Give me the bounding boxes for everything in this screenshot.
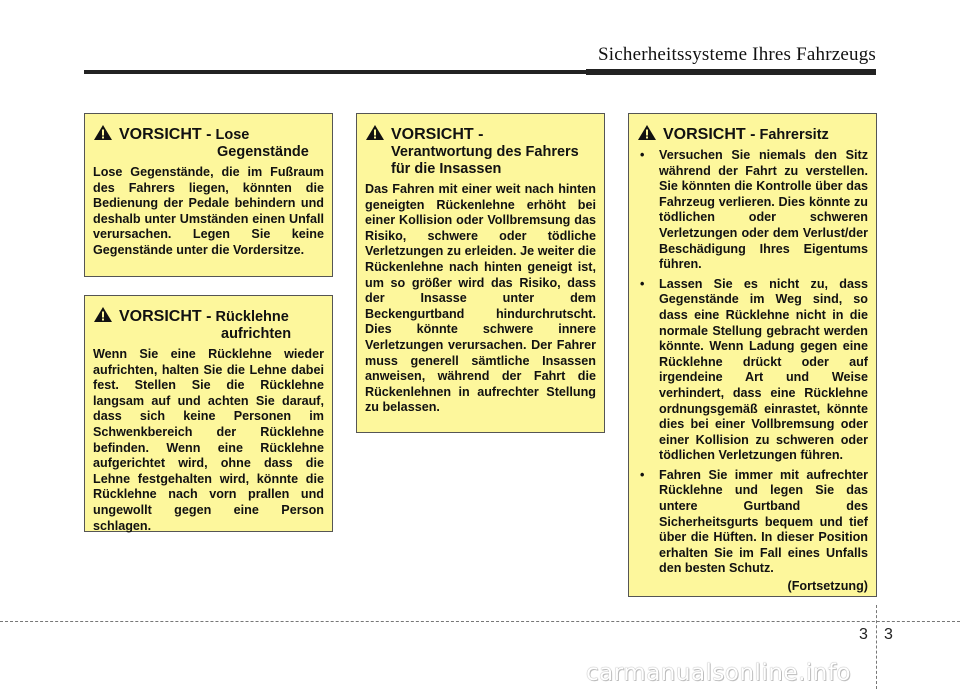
list-item-text: Fahren Sie immer mit aufrechter Rücklehne und legen Sie das untere Gurtband des Sicherheitsgurts bequem und tief über die Hüften. In dieser Position erhalten Sie im Fall eines Unfalls den besten Schutz. (659, 467, 868, 576)
list-item-text: Versuchen Sie niemals den Sitz während der Fahrt zu verstellen. Sie könnten die Kontrolle über das Fahrzeug verlieren. Dies könnte zu tödlichen oder schweren Verletzungen oder dem Verlust/der Beschädigung Ihres Eigentums führen. (659, 148, 868, 272)
caution-heading (93, 306, 324, 343)
header-title: Sicherheitssysteme Ihres Fahrzeugs (597, 44, 876, 65)
continued-note: (Fortsetzung) (787, 579, 868, 594)
list-item-text: Lassen Sie es nicht zu, dass Gegenstände im Weg sind, so dass eine Rücklehne nicht in die normale Stellung gebracht werden könnte. Wenn Ladung gegen eine Rücklehne drückt oder auf irgendeine Art und Weise verhindert, dass eine Rücklehne ordnungsgemäß einrastet, könnte dies bei einer Vollbremsung oder einer Kollision zu schweren oder tödlichen Verletzungen führen. (659, 276, 868, 463)
caution-heading (93, 124, 324, 161)
caution-label: VORSICHT - (119, 126, 212, 143)
caution-topic: Rücklehne (215, 309, 289, 325)
caution-topic-line2: für die Insassen (391, 161, 502, 177)
page-number-chapter: 3 (859, 626, 868, 643)
footer-divider (876, 605, 877, 689)
list-item (637, 148, 868, 273)
bullet-icon: • (640, 276, 645, 291)
caution-heading (637, 124, 868, 144)
warning-triangle-icon (93, 124, 113, 141)
caution-topic: Lose (215, 127, 250, 143)
list-item (637, 277, 868, 464)
caution-label: VORSICHT - (663, 126, 756, 143)
warning-triangle-icon (637, 124, 657, 141)
caution-box-driver-seat (628, 113, 877, 597)
caution-box-loose-objects (84, 113, 333, 277)
caution-topic: Verantwortung des Fahrers (391, 144, 579, 160)
caution-body: Wenn Sie eine Rücklehne wieder aufrichten, halten Sie die Lehne dabei fest. Stellen Sie die Rücklehne langsam auf und achten Sie darauf, dass sich keine Personen im Schwenkbereich der Rücklehne befinden. Wenn eine Rücklehne aufgerichtet wird, ohne dass die Lehne festgehalten wird, könnte die Rücklehne nach vorn prallen und ungewollt gegen eine Person schlagen. (93, 347, 324, 533)
caution-heading (365, 124, 596, 178)
header-rule (84, 70, 876, 74)
bullet-icon: • (640, 148, 645, 162)
watermark: carmanualsonline.info (586, 660, 852, 686)
caution-body: Lose Gegenstände, die im Fußraum des Fahrers liegen, könnten die Bedienung der Pedale behindern und deshalb unter Umständen einen Unfall verursachen. Legen Sie keine Gegenstände unter die Vordersitze. (93, 165, 324, 257)
caution-body: Das Fahren mit einer weit nach hinten geneigten Rückenlehne erhöht bei einer Kollision oder Vollbremsung das Risiko, schwere oder tödliche Verletzungen zu erleiden. Je weiter die Rückenlehne nach hinten geneigt ist, um so größer wird das Risiko, dass der Insasse unter dem Beckengurtband hindurchrutscht. Dies könnte schwere innere Verletzungen verursachen. Der Fahrer muss generell sämtliche Insassen anweisen, während der Fahrt die Rückenlehnen in aufrechter Stellung zu belassen. (365, 182, 596, 415)
footer-rule (0, 621, 960, 622)
caution-box-driver-responsibility (356, 113, 605, 433)
caution-topic: Fahrersitz (759, 127, 829, 143)
caution-box-seatback-raise (84, 295, 333, 532)
warning-triangle-icon (93, 306, 113, 323)
page-number-page: 3 (884, 626, 893, 643)
caution-list (637, 148, 868, 577)
list-item (637, 468, 868, 577)
bullet-icon: • (640, 467, 645, 482)
caution-label: VORSICHT - (391, 126, 484, 143)
caution-topic-line2: Gegenstände (217, 144, 309, 160)
caution-topic-line2: aufrichten (221, 326, 292, 342)
warning-triangle-icon (365, 124, 385, 141)
caution-label: VORSICHT - (119, 308, 212, 325)
